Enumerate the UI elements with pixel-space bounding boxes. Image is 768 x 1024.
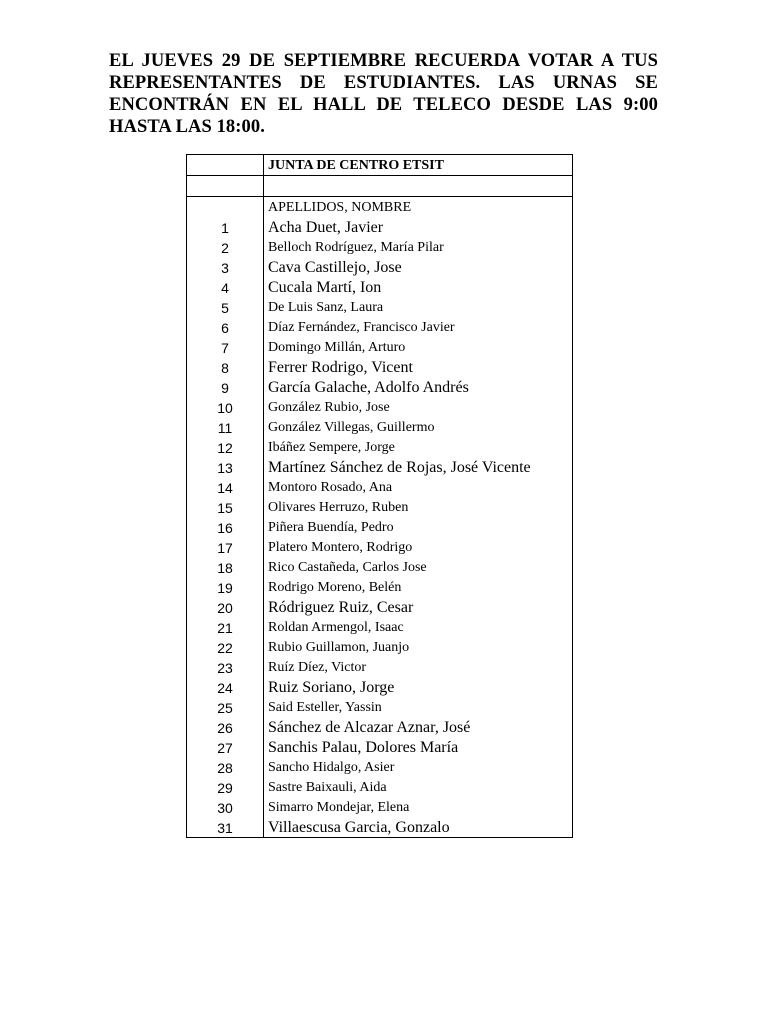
table-row <box>187 617 573 637</box>
table-row <box>187 777 573 797</box>
table-header-row <box>187 197 573 218</box>
candidate-name: Simarro Mondejar, Elena <box>264 797 573 817</box>
candidate-name: Cucala Martí, Ion <box>264 277 573 297</box>
table-row <box>187 357 573 377</box>
table-row <box>187 477 573 497</box>
candidate-name: Ferrer Rodrigo, Vicent <box>264 357 573 377</box>
candidate-name: Platero Montero, Rodrigo <box>264 537 573 557</box>
candidate-name: Ródriguez Ruiz, Cesar <box>264 597 573 617</box>
row-number: 7 <box>187 337 264 357</box>
table-row <box>187 497 573 517</box>
table-row <box>187 277 573 297</box>
row-number: 30 <box>187 797 264 817</box>
row-number: 26 <box>187 717 264 737</box>
row-number: 15 <box>187 497 264 517</box>
table-row <box>187 297 573 317</box>
candidate-name: Olivares Herruzo, Ruben <box>264 497 573 517</box>
empty-name-cell <box>264 176 573 197</box>
table-title: JUNTA DE CENTRO ETSIT <box>264 155 573 176</box>
table-row <box>187 457 573 477</box>
row-number: 12 <box>187 437 264 457</box>
candidate-name: Domingo Millán, Arturo <box>264 337 573 357</box>
candidate-name: Martínez Sánchez de Rojas, José Vicente <box>264 457 573 477</box>
candidate-name: De Luis Sanz, Laura <box>264 297 573 317</box>
row-number: 8 <box>187 357 264 377</box>
table-row <box>187 517 573 537</box>
row-number: 21 <box>187 617 264 637</box>
candidate-name: Roldan Armengol, Isaac <box>264 617 573 637</box>
title-num-cell <box>187 155 264 176</box>
table-row <box>187 257 573 277</box>
candidate-name: Rodrigo Moreno, Belén <box>264 577 573 597</box>
row-number: 16 <box>187 517 264 537</box>
candidate-name: Rico Castañeda, Carlos Jose <box>264 557 573 577</box>
row-number: 23 <box>187 657 264 677</box>
candidate-name: Said Esteller, Yassin <box>264 697 573 717</box>
table-row <box>187 437 573 457</box>
candidate-name: Rubio Guillamon, Juanjo <box>264 637 573 657</box>
table-row <box>187 637 573 657</box>
table-row <box>187 317 573 337</box>
table-row <box>187 537 573 557</box>
table-row <box>187 337 573 357</box>
candidate-name: Piñera Buendía, Pedro <box>264 517 573 537</box>
candidate-name: Sastre Baixauli, Aida <box>264 777 573 797</box>
table-row <box>187 377 573 397</box>
table-row <box>187 797 573 817</box>
row-number: 10 <box>187 397 264 417</box>
empty-num-cell <box>187 176 264 197</box>
row-number: 1 <box>187 217 264 237</box>
row-number: 13 <box>187 457 264 477</box>
row-number: 28 <box>187 757 264 777</box>
table-row <box>187 677 573 697</box>
table-row <box>187 237 573 257</box>
row-number: 11 <box>187 417 264 437</box>
row-number: 25 <box>187 697 264 717</box>
column-header-name: APELLIDOS, NOMBRE <box>264 197 573 218</box>
candidate-name: Ruíz Díez, Victor <box>264 657 573 677</box>
row-number: 20 <box>187 597 264 617</box>
candidate-name: Díaz Fernández, Francisco Javier <box>264 317 573 337</box>
row-number: 6 <box>187 317 264 337</box>
table-empty-row <box>187 176 573 197</box>
candidates-table <box>186 154 573 838</box>
row-number: 14 <box>187 477 264 497</box>
candidate-name: González Rubio, Jose <box>264 397 573 417</box>
candidate-name: González Villegas, Guillermo <box>264 417 573 437</box>
row-number: 29 <box>187 777 264 797</box>
table-row <box>187 417 573 437</box>
row-number: 24 <box>187 677 264 697</box>
table-row <box>187 717 573 737</box>
row-number: 22 <box>187 637 264 657</box>
header-num-cell <box>187 197 264 218</box>
candidate-name: Belloch Rodríguez, María Pilar <box>264 237 573 257</box>
row-number: 2 <box>187 237 264 257</box>
candidate-name: Ruiz Soriano, Jorge <box>264 677 573 697</box>
candidate-name: García Galache, Adolfo Andrés <box>264 377 573 397</box>
row-number: 18 <box>187 557 264 577</box>
row-number: 27 <box>187 737 264 757</box>
row-number: 9 <box>187 377 264 397</box>
table-row <box>187 217 573 237</box>
voting-notice: EL JUEVES 29 DE SEPTIEMBRE RECUERDA VOTAR A TUS REPRESENTANTES DE ESTUDIANTES. LAS URNAS SE ENCONTRÁN EN EL HALL DE TELECO DESDE LAS 9:00 HASTA LAS 18:00. <box>109 51 658 137</box>
table-row <box>187 657 573 677</box>
candidate-name: Sanchis Palau, Dolores María <box>264 737 573 757</box>
candidate-name: Cava Castillejo, Jose <box>264 257 573 277</box>
table-row <box>187 397 573 417</box>
row-number: 31 <box>187 817 264 838</box>
table-row <box>187 697 573 717</box>
table-row <box>187 577 573 597</box>
candidate-name: Sánchez de Alcazar Aznar, José <box>264 717 573 737</box>
candidate-name: Ibáñez Sempere, Jorge <box>264 437 573 457</box>
row-number: 19 <box>187 577 264 597</box>
candidate-name: Sancho Hidalgo, Asier <box>264 757 573 777</box>
table-row <box>187 597 573 617</box>
candidate-name: Villaescusa Garcia, Gonzalo <box>264 817 573 838</box>
candidate-name: Montoro Rosado, Ana <box>264 477 573 497</box>
table-title-row <box>187 155 573 176</box>
table-row <box>187 737 573 757</box>
table-row <box>187 757 573 777</box>
row-number: 17 <box>187 537 264 557</box>
table-row <box>187 557 573 577</box>
row-number: 4 <box>187 277 264 297</box>
table-row <box>187 817 573 838</box>
row-number: 5 <box>187 297 264 317</box>
candidate-name: Acha Duet, Javier <box>264 217 573 237</box>
row-number: 3 <box>187 257 264 277</box>
